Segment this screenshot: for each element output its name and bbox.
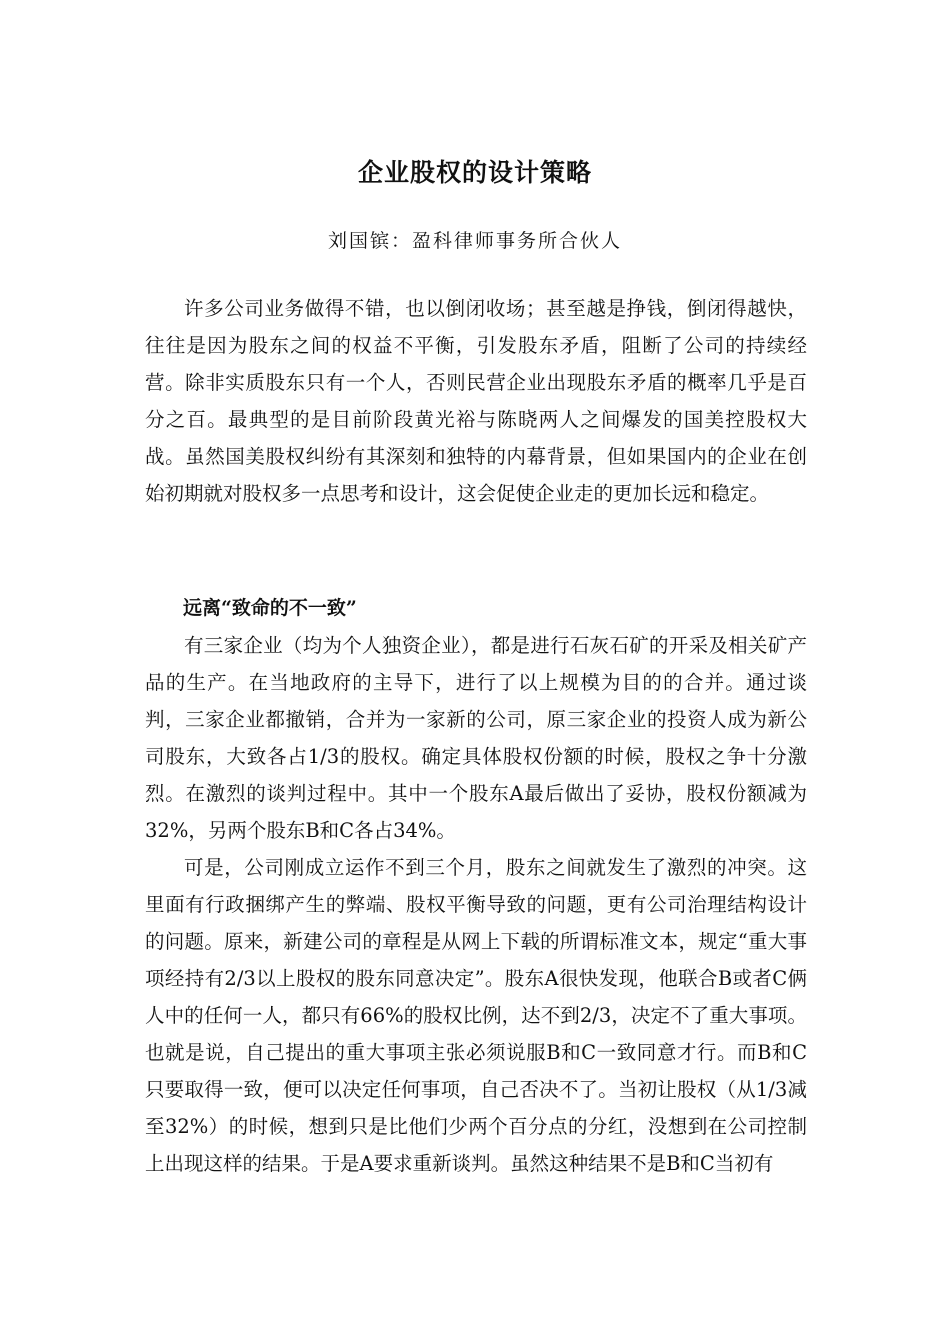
- section-paragraph-2: 可是，公司刚成立运作不到三个月，股东之间就发生了激烈的冲突。这里面有行政捆绑产生的弊端、股权平衡导致的问题，更有公司治理结构设计的问题。原来，新建公司的章程是从网上下载的所谓标准文本，规定“重大事项经持有2/3以上股权的股东同意决定”。股东A很快发现，他联合B或者C俩人中的任何一人，都只有66%的股权比例，达不到2/3，决定不了重大事项。也就是说，自己提出的重大事项主张必须说服B和C一致同意才行。而B和C只要取得一致，便可以决定任何事项，自己否决不了。当初让股权（从1/3减至32%）的时候，想到只是比他们少两个百分点的分红，没想到在公司控制上出现这样的结果。于是A要求重新谈判。虽然这种结果不是B和C当初有: [145, 856, 807, 1175]
- section-block: [145, 590, 807, 1182]
- author-line: 刘国镔：盈科律师事务所合伙人: [327, 230, 622, 252]
- intro-paragraph: 许多公司业务做得不错，也以倒闭收场；甚至越是挣钱，倒闭得越快，往往是因为股东之间的权益不平衡，引发股东矛盾，阻断了公司的持续经营。除非实质股东只有一个人，否则民营企业出现股东矛盾的概率几乎是百分之百。最典型的是目前阶段黄光裕与陈晓两人之间爆发的国美控股权大战。虽然国美股权纠纷有其深刻和独特的内幕背景，但如果国内的企业在创始初期就对股权多一点思考和设计，这会促使企业走的更加长远和稳定。: [145, 297, 807, 505]
- section-paragraph-1: 有三家企业（均为个人独资企业），都是进行石灰石矿的开采及相关矿产品的生产。在当地政府的主导下，进行了以上规模为目的的合并。通过谈判，三家企业都撤销，合并为一家新的公司，原三家企业的投资人成为新公司股东，大致各占1/3的股权。确定具体股权份额的时候，股权之争十分激烈。在激烈的谈判过程中。其中一个股东A最后做出了妥协，股权份额减为32%，另两个股东B和C各占34%。: [145, 634, 807, 842]
- intro-block: [145, 290, 807, 512]
- document-title: 企业股权的设计策略: [357, 158, 592, 187]
- section-heading: 远离“致命的不一致”: [183, 597, 357, 619]
